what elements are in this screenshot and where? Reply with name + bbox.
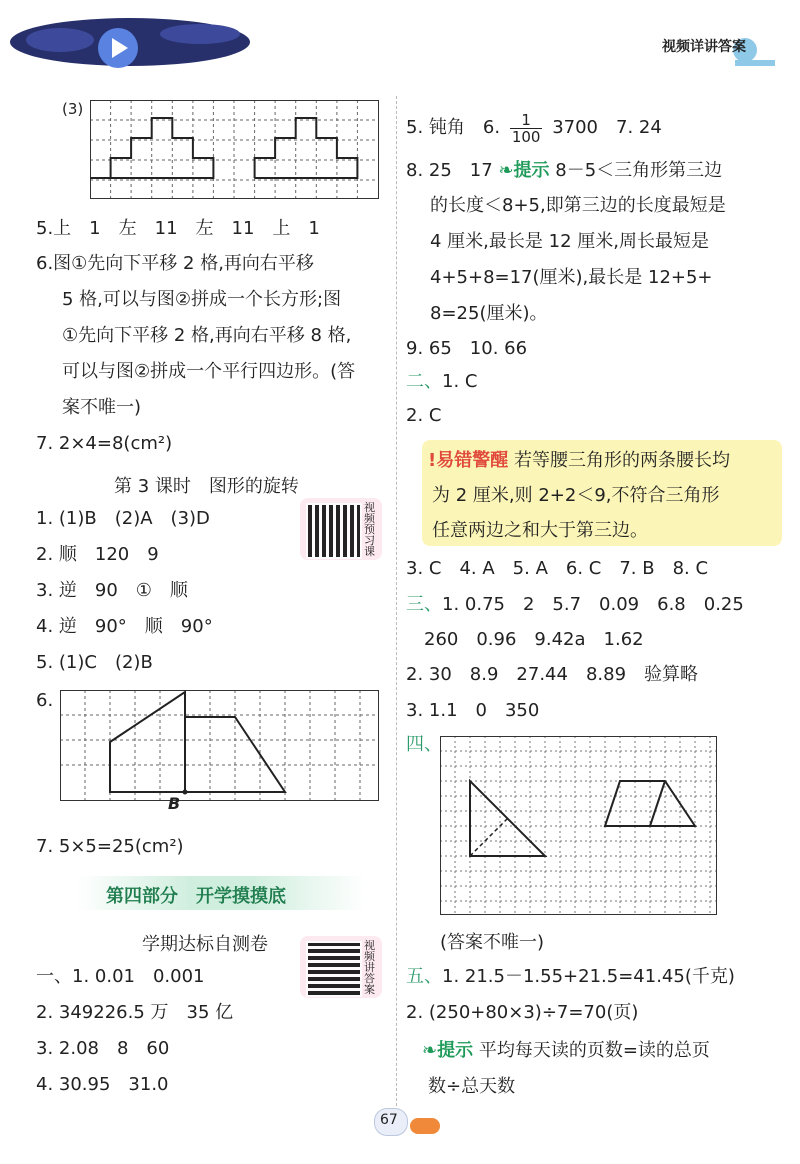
rotation-answer-2: 2. 顺 120 9 — [36, 544, 159, 565]
header-title: 视频详讲答案 — [662, 39, 746, 55]
section-3-heading: 三、 — [406, 594, 442, 615]
warning-line1 — [428, 450, 730, 472]
answer-8-line5: 8=25(厘米)。 — [430, 303, 548, 324]
leaf-icon: ❧ — [498, 160, 514, 181]
warning-text-1: 若等腰三角形的两条腰长均 — [513, 450, 730, 471]
answer-8-line4: 4+5+8=17(厘米),最长是 12+5+ — [430, 267, 713, 288]
warning-label-text: 易错警醒 — [436, 450, 509, 471]
section-3-answer-1b: 260 0.96 9.42a 1.62 — [424, 629, 644, 650]
answer-8-line3: 4 厘米,最长是 12 厘米,周长最短是 — [430, 231, 709, 252]
answer-8-line1 — [406, 160, 722, 182]
header-banner — [0, 0, 800, 80]
section-5-heading: 五、 — [406, 966, 442, 987]
test-answer-2: 2. 349226.5 万 35 亿 — [36, 1002, 234, 1023]
rotation-answer-5: 5. (1)C (2)B — [36, 652, 153, 673]
answer-8-values: 8. 25 17 — [406, 160, 493, 181]
answer-8-line2: 的长度＜8+5,即第三边的长度最短是 — [430, 195, 726, 216]
answer-6-line4: 可以与图②拼成一个平行四边形。(答 — [62, 361, 356, 382]
section-2-answer-2: 2. C — [406, 405, 442, 426]
answer-8-tip: 8－5＜三角形第三边 — [555, 160, 723, 181]
section-3-line1 — [406, 594, 744, 616]
rotation-answer-1: 1. (1)B (2)A (3)D — [36, 508, 210, 529]
tip2-line2: 数÷总天数 — [428, 1076, 516, 1097]
tip-text: 提示 — [513, 160, 550, 181]
fraction-numerator: 1 — [510, 112, 543, 129]
answer-7-area: 7. 2×4=8(cm²) — [36, 433, 173, 454]
section-4-heading: 四、 — [406, 734, 442, 755]
answer-5-prefix: 5. 钝角 6. — [406, 117, 501, 138]
rotation-answer-4: 4. 逆 90° 顺 90° — [36, 616, 213, 637]
rotation-answer-3: 3. 逆 90 ① 顺 — [36, 580, 188, 601]
qr-code-preview[interactable] — [300, 498, 382, 560]
section-2-heading: 二、 — [406, 371, 442, 392]
answer-6-line2: 5 格,可以与图②拼成一个长方形;图 — [62, 289, 342, 310]
rotation-answer-6-label: 6. — [36, 690, 54, 711]
rotation-answer-7: 7. 5×5=25(cm²) — [36, 836, 184, 857]
qr-code-image-2 — [306, 941, 362, 997]
leaf-icon-2: ❧ — [422, 1040, 438, 1061]
test-title: 学期达标自测卷 — [142, 934, 268, 955]
page-number: 67 — [380, 1112, 398, 1128]
answer-6-line3: ①先向下平移 2 格,再向右平移 8 格, — [62, 325, 352, 346]
section-3-answer-2: 2. 30 8.9 27.44 8.89 验算略 — [406, 664, 699, 685]
tip2-text: 提示 — [437, 1040, 474, 1061]
warning-line2: 为 2 厘米,则 2+2＜9,不符合三角形 — [432, 485, 720, 506]
rotation-grid — [60, 690, 380, 820]
qr2-caption: 视频讲答案 — [364, 939, 375, 996]
answer-5-7-right — [406, 110, 662, 146]
section-3-answer-1: 1. 0.75 2 5.7 0.09 6.8 0.25 — [442, 594, 744, 615]
section-2-line1 — [406, 371, 477, 393]
section-5-answer-1: 1. 21.5－1.55+21.5=41.45(千克) — [442, 966, 735, 987]
answer-9-10: 9. 65 10. 66 — [406, 338, 528, 359]
fraction — [510, 112, 543, 145]
test-answer-4: 4. 30.95 31.0 — [36, 1074, 169, 1095]
warning-label — [428, 450, 508, 471]
answer-6-line1: 6.图①先向下平移 2 格,再向右平移 — [36, 253, 314, 274]
tip2-label — [422, 1040, 473, 1061]
fraction-denominator: 100 — [511, 127, 541, 146]
lesson-title: 第 3 课时 图形的旋转 — [114, 476, 299, 497]
section-4-note: (答案不唯一) — [440, 932, 545, 953]
column-divider — [396, 96, 397, 1106]
section-3-answer-3: 3. 1.1 0 350 — [406, 700, 540, 721]
warning-line3: 任意两边之和大于第三边。 — [432, 520, 648, 541]
qr-code-answers[interactable] — [300, 936, 382, 998]
test-answer-1: 一、1. 0.01 0.001 — [36, 966, 205, 987]
tip2-content-1: 平均每天读的页数=读的总页 — [478, 1040, 710, 1061]
tip2-line1 — [422, 1040, 710, 1062]
qr1-caption: 视频预习课 — [364, 501, 375, 558]
answer-6-line5: 案不唯一) — [62, 397, 142, 418]
part-title: 第四部分 开学摸摸底 — [106, 886, 286, 907]
submarine-icon — [410, 1118, 440, 1134]
answer-5-left: 5.上 1 左 11 左 11 上 1 — [36, 218, 320, 239]
section-2-answers-3-8: 3. C 4. A 5. A 6. C 7. B 8. C — [406, 558, 709, 579]
translation-grid — [90, 100, 380, 200]
answer-5-suffix: 3700 7. 24 — [552, 117, 662, 138]
alert-icon: ! — [428, 450, 437, 471]
qr-code-image — [306, 503, 362, 559]
tip-label — [498, 160, 549, 181]
item3-label: (3) — [62, 100, 84, 118]
test-answer-3: 3. 2.08 8 60 — [36, 1038, 170, 1059]
section-5-line1 — [406, 966, 735, 988]
section-2-answer-1: 1. C — [442, 371, 478, 392]
section-5-answer-2: 2. (250+80×3)÷7=70(页) — [406, 1002, 639, 1023]
drawing-grid — [440, 736, 720, 916]
point-b-label: B — [168, 794, 181, 813]
